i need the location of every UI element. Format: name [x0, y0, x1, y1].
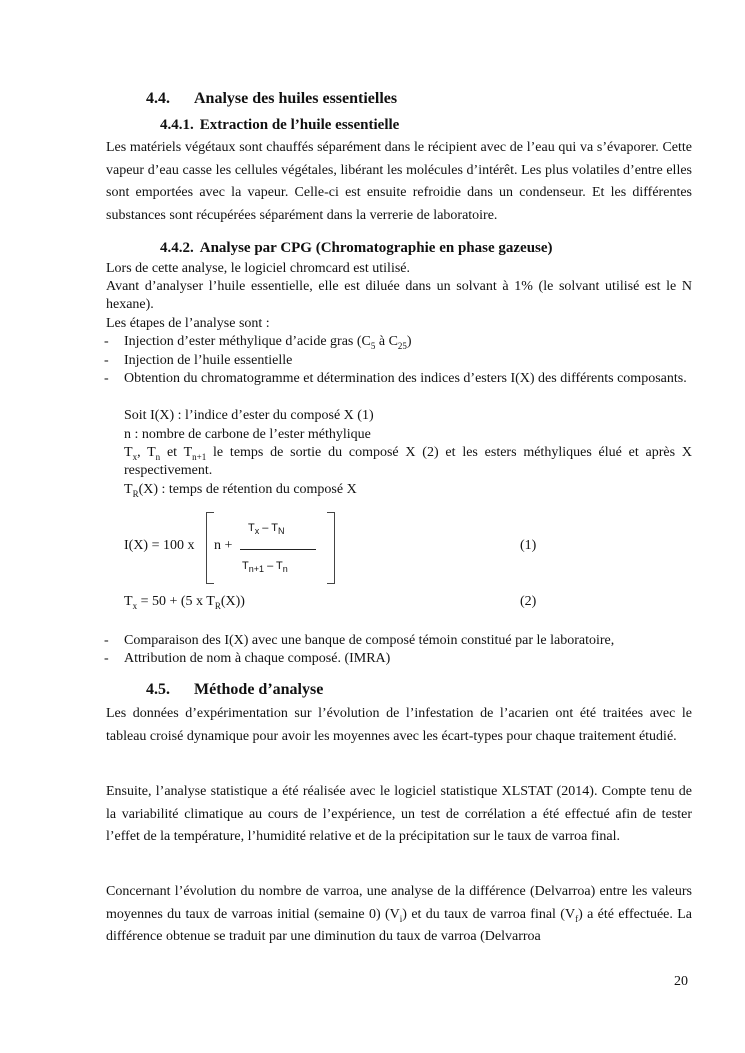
- list-dash: -: [104, 651, 109, 666]
- list-item-step-4: [104, 632, 692, 650]
- list-item-step-5: [104, 650, 692, 668]
- definition-times: $T_x$, $T_n$ et $T_{n+1}$ le temps de sortie du composé X (2) et les esters méthyliques élué et après X respectivement.: [124, 445, 692, 478]
- equation-1-lhs: I(X) = 100 x: [124, 538, 195, 553]
- method-paragraph-1: Les données d’expérimentation sur l’évolution de l’infestation de l’acarien ont été traitées avec le tableau croisé dynamique pour avoir les moyennes avec les écart-types pour chaque traitement étudié.: [106, 706, 692, 744]
- step-3-text: Obtention du chromatogramme et détermination des indices d’esters I(X) des différents composants.: [124, 371, 687, 386]
- equation-1-numerator: $T_x - T_N$: [248, 522, 285, 537]
- equation-2: $T_x = 50 + (5$ x $T_R(X)$): [124, 594, 245, 611]
- section-4-4-2-heading: [160, 240, 553, 257]
- cpg-line-dilution: Avant d’analyser l’huile essentielle, elle est diluée dans un solvant à 1% (le solvant utilisé est le N hexane).: [106, 279, 692, 312]
- section-title: Méthode d’analyse: [194, 681, 324, 698]
- definition-n: n : nombre de carbone de l’ester méthylique: [124, 427, 371, 442]
- list-dash: -: [104, 371, 109, 386]
- step-4-text: Comparaison des I(X) avec une banque de composé témoin constitué par le laboratoire,: [124, 633, 615, 648]
- cpg-line-chromcard: Lors de cette analyse, le logiciel chromcard est utilisé.: [106, 261, 410, 276]
- section-number: 4.4.: [146, 90, 170, 107]
- method-paragraph-3: Concernant l’évolution du nombre de varroa, une analyse de la différence (Delvarroa) entre les valeurs moyennes du taux de varroas initial (semaine 0) $(V_i)$ et du taux de varroa final $(V_f)$ a été effectuée. La différence obtenue se traduit par une diminution du taux de varroa (Delvarroa: [106, 884, 692, 944]
- equation-right-bracket: [327, 512, 335, 584]
- section-4-5-heading: [146, 681, 323, 699]
- step-2-text: Injection de l’huile essentielle: [124, 353, 293, 368]
- list-dash: -: [104, 334, 109, 349]
- method-paragraph-2: Ensuite, l’analyse statistique a été réalisée avec le logiciel statistique XLSTAT (2014). Compte tenu de la variabilité climatique au cours de l’expérience, un test de corrélation a été effectué afin de tester l’effet de la température, l’humidité relative et de la précipitation sur le taux de varroa final.: [106, 784, 692, 844]
- definition-retention: $T_R(X)$ : temps de rétention du composé X: [124, 482, 357, 499]
- step-5-text: Attribution de nom à chaque composé. (IMRA): [124, 651, 391, 666]
- subsection-title: Analyse par CPG (Chromatographie en phase gazeuse): [199, 240, 553, 256]
- section-number: 4.5.: [146, 681, 170, 698]
- equation-1-denominator: $T_{n+1} - T_n$: [242, 560, 288, 575]
- subsection-number: 4.4.2.: [160, 240, 194, 256]
- equation-1-n-plus: n +: [214, 538, 233, 553]
- extraction-paragraph: Les matériels végétaux sont chauffés séparément dans le récipient avec de l’eau qui va s’évaporer. Cette vapeur d’eau casse les cellules végétales, libérant les molécules d’intérêt. Les plus volatiles d’entre elles sont emportées avec la vapeur. Celle-ci est ensuite refroidie dans un condenseur. Et les différentes substances sont récupérées séparément dans la verrerie de laboratoire.: [106, 140, 692, 223]
- list-item-step-1: [104, 333, 692, 351]
- fraction-bar: [240, 549, 316, 550]
- section-4-4-1-heading: [160, 117, 399, 134]
- list-item-step-2: [104, 352, 692, 370]
- definition-ix: Soit I(X) : l’indice d’ester du composé X (1): [124, 408, 374, 423]
- list-dash: -: [104, 633, 109, 648]
- subsection-title: Extraction de l’huile essentielle: [199, 117, 400, 133]
- page-number: 20: [674, 974, 688, 989]
- list-dash: -: [104, 353, 109, 368]
- subsection-number: 4.4.1.: [160, 117, 194, 133]
- equation-2-label: (2): [520, 594, 537, 609]
- section-title: Analyse des huiles essentielles: [194, 90, 398, 107]
- section-4-4-heading: [146, 90, 397, 108]
- step-1-text: Injection d’ester méthylique d’acide gras ($C_5$ à $C_{25}$): [124, 334, 412, 351]
- equation-1-label: (1): [520, 538, 537, 553]
- list-item-step-3: [104, 370, 692, 388]
- steps-intro: Les étapes de l’analyse sont :: [106, 316, 270, 331]
- equation-left-bracket: [206, 512, 214, 584]
